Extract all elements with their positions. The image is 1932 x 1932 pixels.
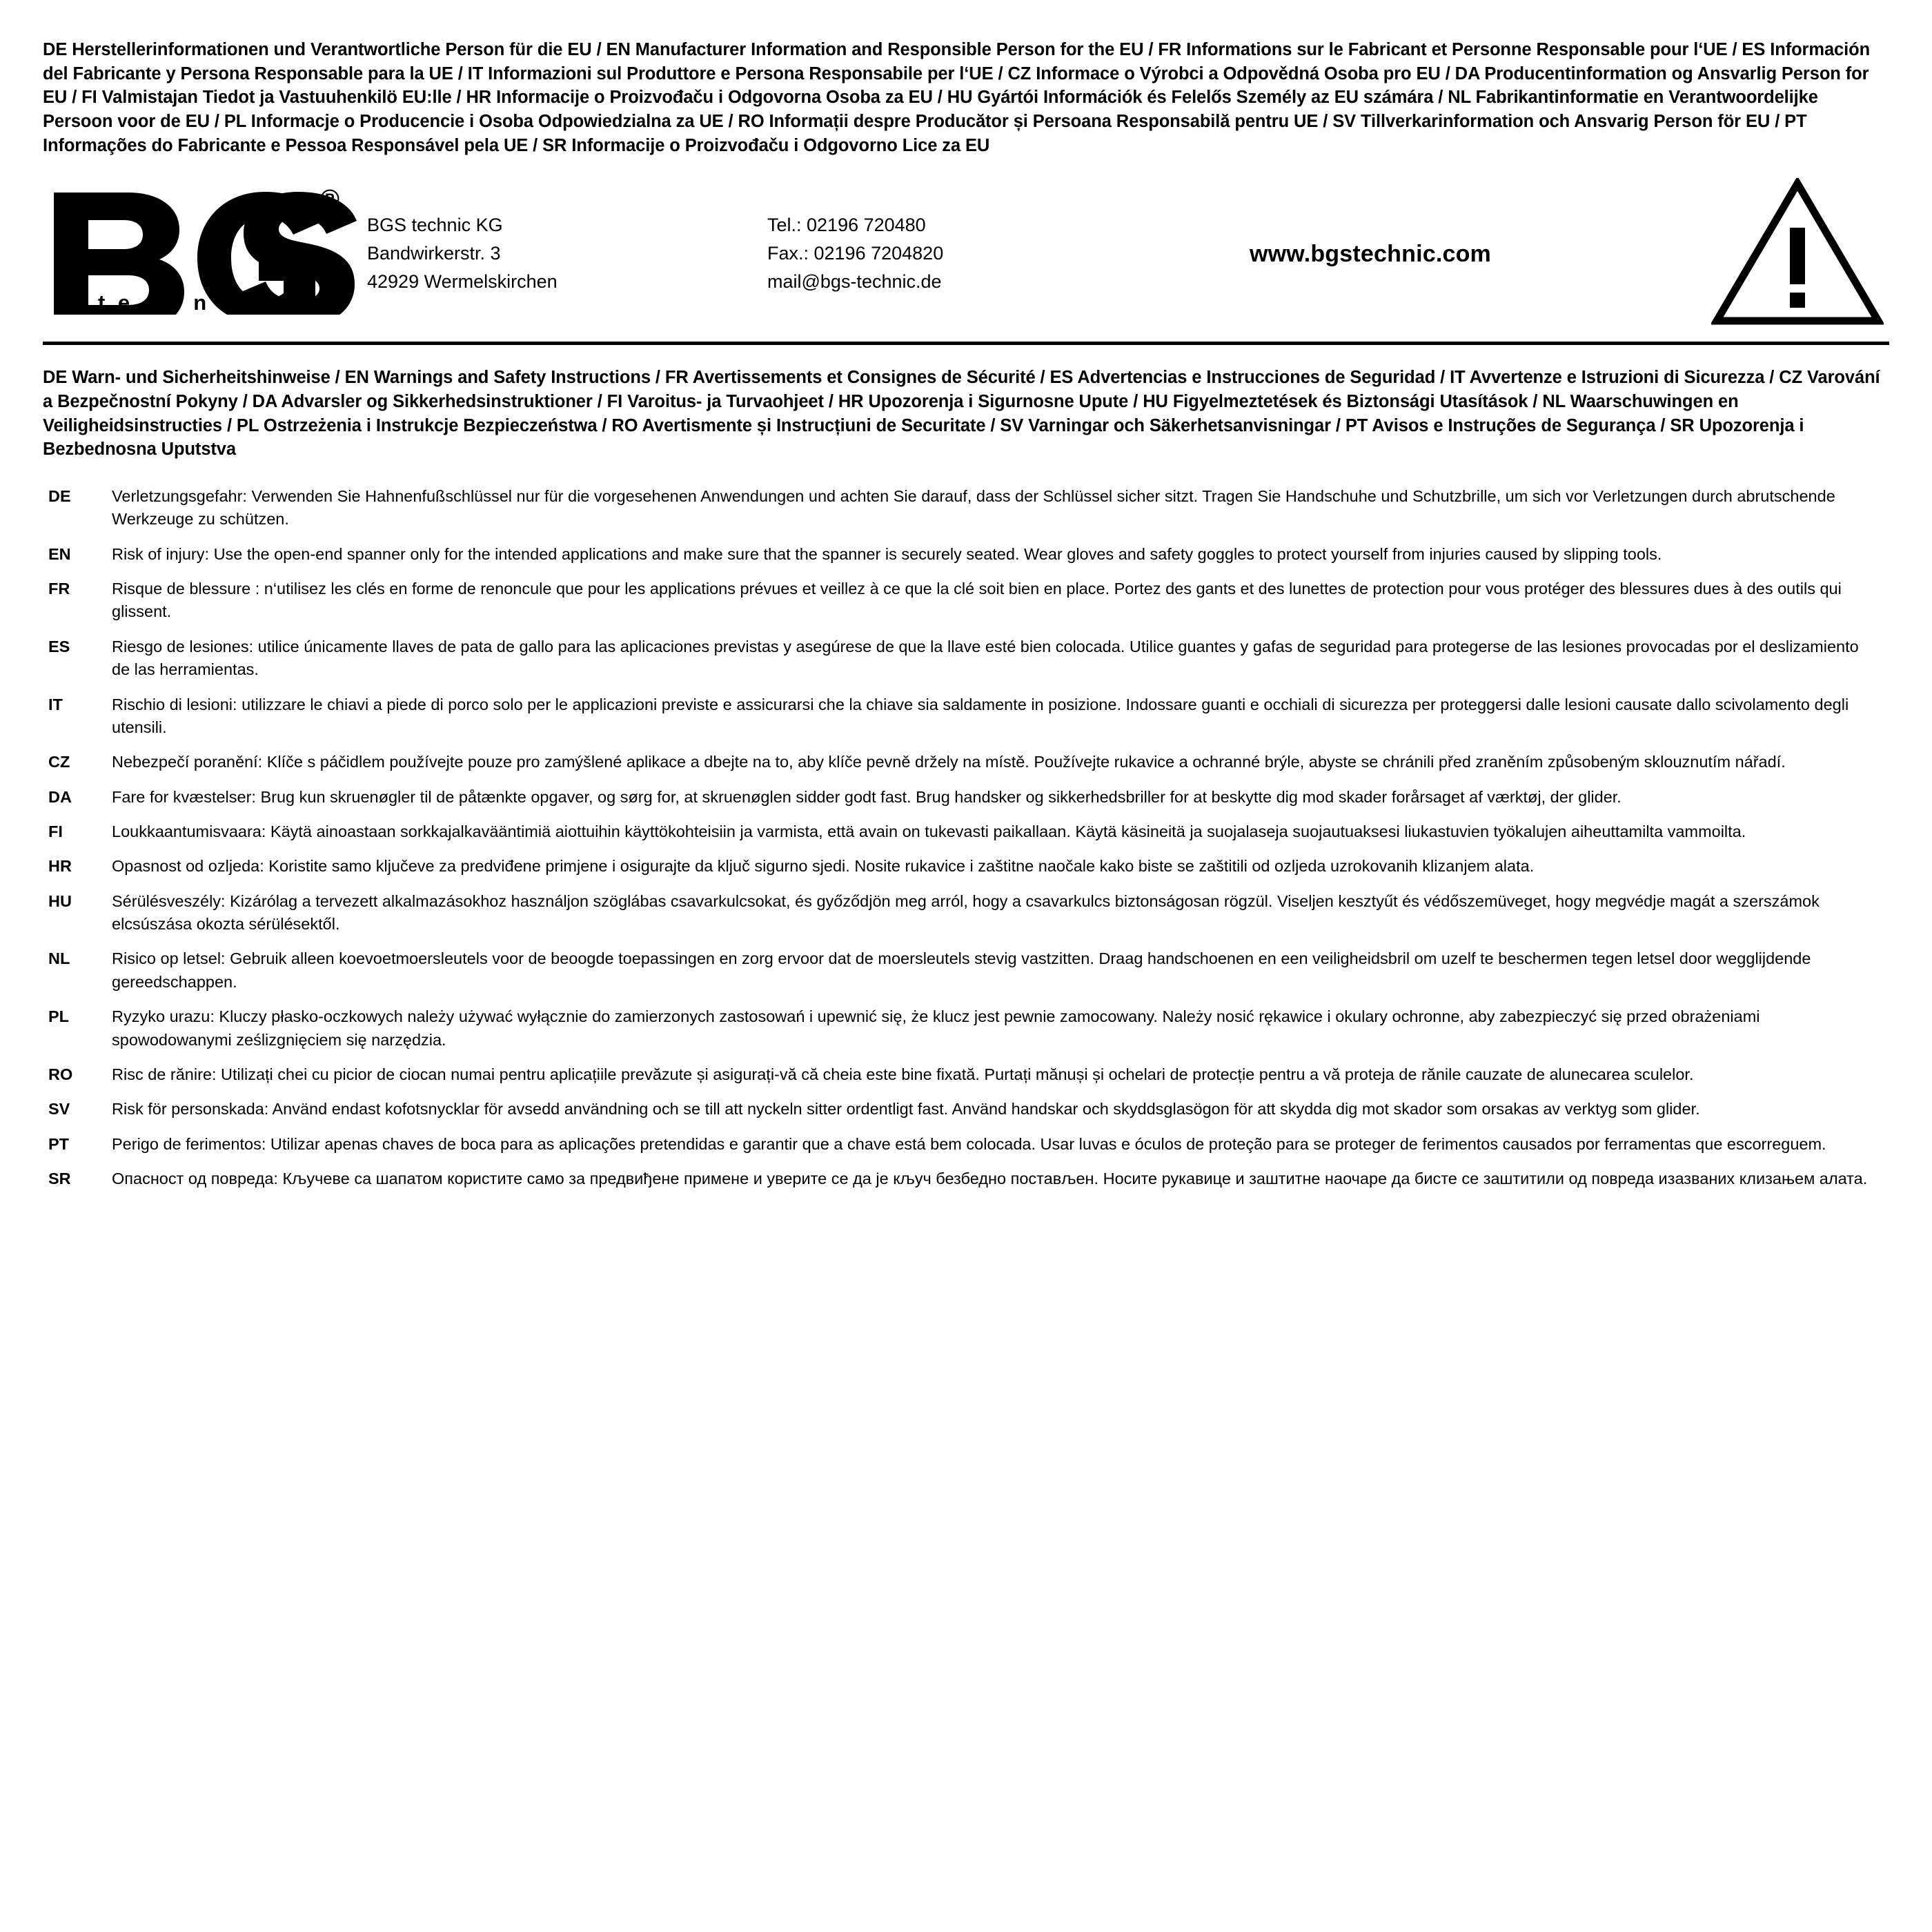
language-paragraph-list (43, 485, 1889, 1190)
language-code: EN (48, 544, 71, 563)
language-row-pl (48, 1005, 1882, 1052)
language-code: PT (48, 1134, 70, 1153)
company-street: Bandwirkerstr. 3 (367, 243, 501, 264)
company-website[interactable]: www.bgstechnic.com (1250, 241, 1491, 268)
language-code: RO (48, 1065, 73, 1083)
company-fax: Fax.: 02196 7204820 (767, 243, 944, 264)
language-text: Risico op letsel: Gebruik alleen koevoetmoersleutels voor de beoogde toepassingen en zorg ervoor dat de moersleutels stevig vastzitten. Draag handschoenen en een veiligheidsbril om uzelf te beschermen tegen letsel door wegglijdende gereedschappen. (112, 949, 1811, 991)
company-address (367, 208, 767, 296)
safety-instructions-heading: DE Warn- und Sicherheitshinweise / EN Warnings and Safety Instructions / FR Avertissements et Consignes de Sécurité / ES Advertencias e Instrucciones de Seguridad / IT Avvertenze e Istruzioni di Sicurezza / CZ Varování a Bezpečnostní Pokyny / DA Advarsler og Sikkerhedsinstruktioner / FI Varoitus- ja Turvaohjeet / HR Upozorenja i Sigurnosne Upute / HU Figyelmeztetések és Biztonsági Utasítások / NL Waarschuwingen en Veiligheidsinstructies / PL Ostrzeżenia i Instrukcje Bezpieczeństwa / RO Avertismente și Instrucțiuni de Securitate / SV Varningar och Säkerhetsanvisningar / PT Avisos e Instruções de Segurança / SR Upozorenja i Bezbednosna Uputstva (43, 368, 1880, 460)
language-row-hu (48, 890, 1882, 936)
language-code: SR (48, 1169, 71, 1187)
language-text: Loukkaantumisvaara: Käytä ainoastaan sorkkajalkavääntimiä aiottuihin käyttökohteisiin ja varmista, että avain on tukevasti paikallaan. Käytä käsineitä ja suojalaseja suojautuaksesi liukastuvien työkalujen aiheuttamilta vammoilta. (112, 822, 1746, 840)
warning-triangle-graphic (1711, 178, 1884, 326)
language-text: Ryzyko urazu: Kluczy płasko-oczkowych należy używać wyłącznie do zamierzonych zastosowań i upewnić się, że klucz jest pewnie zamocowany. Należy nosić rękawice i okulary ochronne, aby zabezpieczyć się przed obrażeniami spowodowanymi ześlizgnięciem się narzędzia. (112, 1007, 1760, 1049)
language-row-fr (48, 578, 1882, 624)
language-row-cz (48, 751, 1882, 773)
language-code: DE (48, 487, 71, 506)
language-row-fi (48, 820, 1882, 843)
language-row-en (48, 543, 1882, 566)
language-code: HU (48, 891, 72, 910)
bgs-logo (43, 187, 367, 318)
language-text: Rischio di lesioni: utilizzare le chiavi a piede di porco solo per le applicazioni previste e assicurarsi che la chiave sia saldamente in posizione. Indossare guanti e occhiali di sicurezza per proteggersi dalle lesioni causate dallo scivolamento degli utensili. (112, 695, 1849, 736)
language-text: Fare for kvæstelser: Brug kun skruenøgler til de påtænkte opgaver, og sørg for, at skruenøglen sidder godt fast. Brug handsker og sikkerhedsbriller for at beskytte dig mod skader forårsaget af værktøj, der glider. (112, 787, 1621, 806)
bgs-logo-graphic (50, 187, 360, 315)
company-name: BGS technic KG (367, 215, 503, 236)
svg-text:t e c h n i c: t e c h n i c (98, 290, 254, 315)
language-text: Perigo de ferimentos: Utilizar apenas chaves de boca para as aplicações pretendidas e garantir que a chave está bem colocada. Usar luvas e óculos de proteção para se proteger de ferimentos causados por ferramentas que escorreguem. (112, 1134, 1826, 1153)
company-tel: Tel.: 02196 720480 (767, 215, 926, 236)
language-code: FI (48, 822, 63, 840)
language-code: IT (48, 695, 63, 713)
language-code: FR (48, 580, 70, 598)
language-code: SV (48, 1100, 70, 1118)
language-text: Risk of injury: Use the open-end spanner only for the intended applications and make sure that the spanner is securely seated. Wear gloves and safety goggles to protect yourself from injuries caused by slipping tools. (112, 544, 1662, 563)
language-text: Opasnost od ozljeda: Koristite samo ključeve za predviđene primjene i osigurajte da ključ sigurno sjedi. Nosite rukavice i zaštitne naočale kako biste se zaštitili od ozljeda uzrokovanih klizanjem alata. (112, 857, 1535, 876)
language-row-es (48, 635, 1882, 682)
language-text: Verletzungsgefahr: Verwenden Sie Hahnenfußschlüssel nur für die vorgesehenen Anwendungen und achten Sie darauf, dass der Schlüssel sicher sitzt. Tragen Sie Handschuhe und Schutzbrille, um sich vor Verletzungen durch abrutschende Werkzeuge zu schützen. (112, 487, 1835, 529)
language-row-ro (48, 1063, 1882, 1086)
company-contact (767, 208, 1064, 296)
language-code: DA (48, 787, 72, 806)
language-text: Risk för personskada: Använd endast kofotsnycklar för avsedd användning och se till att nyckeln sitter ordentligt fast. Använd handskar och skyddsglasögon för att skydda dig mot skador som orsakas av verktyg som glider. (112, 1100, 1700, 1118)
warning-triangle-icon (1677, 178, 1889, 326)
language-row-nl (48, 947, 1882, 994)
language-row-pt (48, 1133, 1882, 1156)
language-code: HR (48, 857, 72, 876)
language-row-hr (48, 855, 1882, 878)
language-row-sr (48, 1167, 1882, 1190)
language-code: NL (48, 949, 70, 968)
language-row-de (48, 485, 1882, 531)
language-text: Опасност од повреда: Кључеве са шапатом користите само за предвиђене примене и уверите се да је кључ безбедно постављен. Носите рукавице и заштитне наочаре да бисте се заштитили од повреда изазваних клизањем алата. (112, 1169, 1868, 1187)
language-text: Riesgo de lesiones: utilice únicamente llaves de pata de gallo para las aplicaciones previstas y asegúrese de que la llave esté bien colocada. Utilice guantes y gafas de seguridad para protegerse de las lesiones provocadas por el deslizamiento de las herramientas. (112, 637, 1859, 679)
language-code: ES (48, 637, 70, 656)
svg-text:®: ® (320, 186, 339, 214)
language-text: Nebezpečí poranění: Klíče s páčidlem používejte pouze pro zamýšlené aplikace a dbejte na to, aby klíče pevně držely na místě. Používejte rukavice a ochranné brýle, abyste se chránili před zraněním způsobeným sklouznutím nářadí. (112, 753, 1786, 771)
language-code: CZ (48, 753, 70, 771)
language-row-da (48, 786, 1882, 809)
company-contact-band (43, 175, 1889, 345)
language-row-sv (48, 1098, 1882, 1121)
language-text: Sérülésveszély: Kizárólag a tervezett alkalmazásokhoz használjon szöglábas csavarkulcsokat, és győződjön meg arról, hogy a csavarkulcs biztonságosan rögzül. Viseljen kesztyűt és védőszemüveget, hogy megvédje magát a szerszámok elcsúszása okozta sérülésektől. (112, 891, 1820, 934)
language-code: PL (48, 1007, 70, 1026)
language-text: Risque de blessure : n‘utilisez les clés en forme de renoncule que pour les applications prévues et veillez à ce que la clé soit bien en place. Portez des gants et des lunettes de protection pour vous protéger des blessures dues à des outils qui glissent. (112, 580, 1842, 621)
language-row-it (48, 693, 1882, 740)
manufacturer-info-heading: DE Herstellerinformationen und Verantwortliche Person für die EU / EN Manufacturer Information and Responsible Person for the EU / FR Informations sur le Fabricant et Personne Responsable pour l‘UE / ES Información del Fabricante y Persona Responsable para la UE / IT Informazioni sul Produttore e Persona Responsabile per l‘UE / CZ Informace o Výrobci a Odpovědná Osoba pro EU / DA Producentinformation og Ansvarlig Person for EU / FI Valmistajan Tiedot ja Vastuuhenkilö EU:lle / HR Informacije o Proizvođaču i Odgovorna Osoba za EU / HU Gyártói Információk és Felelős Személy az EU számára / NL Fabrikantinformatie en Verantwoordelijke Persoon voor de EU / PL Informacje o Producencie i Osoba Odpowiedzialna za UE / RO Informații despre Producător și Persoana Responsabilă pentru UE / SV Tillverkarinformation och Ansvarig Person för EU / PT Informações do Fabricante e Pessoa Responsável pela UE / SR Informacije o Proizvođaču i Odgovorno Lice za EU (43, 40, 1871, 155)
company-email[interactable]: mail@bgs-technic.de (767, 271, 942, 293)
company-city: 42929 Wermelskirchen (367, 271, 558, 293)
language-text: Risc de rănire: Utilizați chei cu picior de ciocan numai pentru aplicațiile prevăzute și asigurați-vă că cheia este bine fixată. Purtați mănuși și ochelari de protecție pentru a vă proteja de rănile cauzate de alunecarea sculelor. (112, 1065, 1694, 1083)
